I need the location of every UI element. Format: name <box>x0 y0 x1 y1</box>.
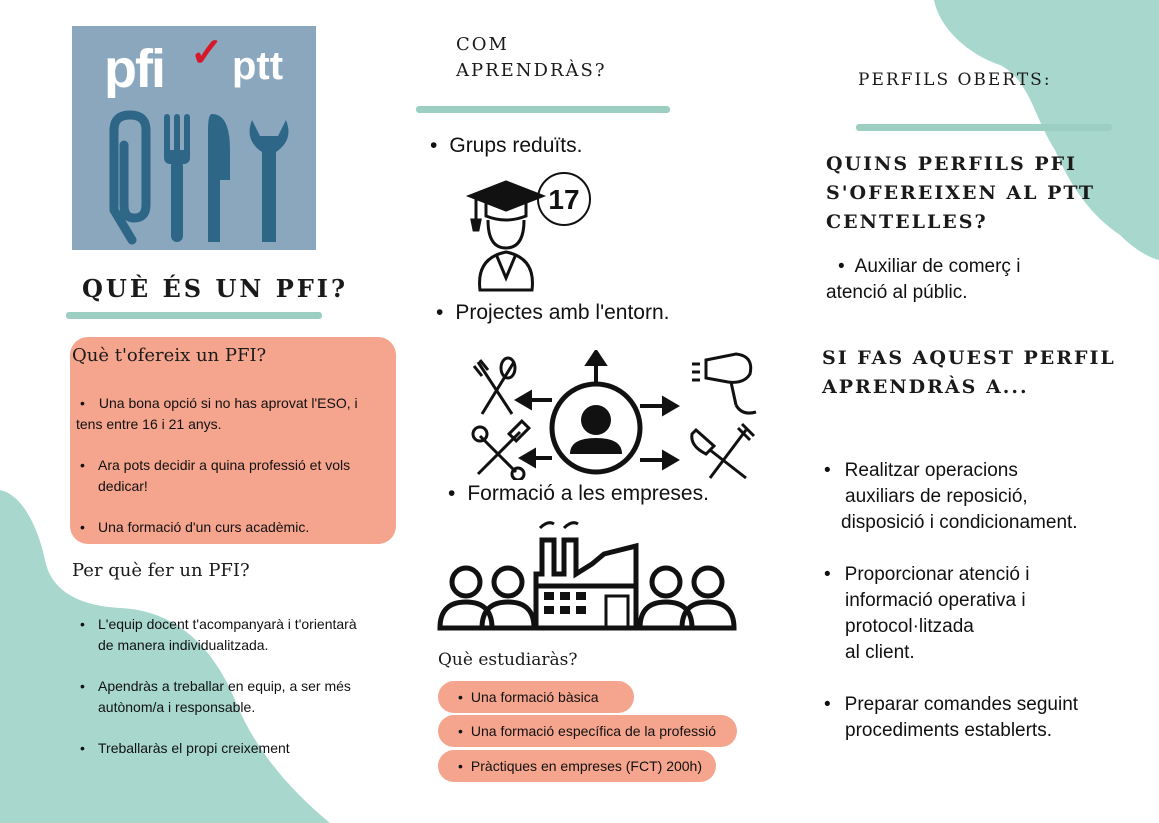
offer-item-2-text: • Ara pots decidir a quina professió et vols dedicar! <box>76 455 392 497</box>
col2-bullet-1: • Grups reduïts. <box>430 134 583 157</box>
learn-item-1: • Realitzar operacions auxiliars de reposició, disposició i condicionament. <box>824 460 1078 533</box>
why-item: • Treballaràs el propi creixement <box>76 738 376 759</box>
col2-title-line1: COM <box>456 34 509 55</box>
why-item: • L'equip docent t'acompanyarà i t'orientarà de manera individualitzada. <box>76 614 376 656</box>
tools-icon <box>102 110 302 245</box>
study-item: • Una formació bàsica <box>438 681 634 713</box>
why-heading: Per què fer un PFI? <box>72 560 250 581</box>
col2-bullet-2: • Projectes amb l'entorn. <box>436 301 670 324</box>
col1-title: QUÈ ÉS UN PFI? <box>82 274 349 303</box>
profile-item: • Auxiliar de comerç i atenció al públic. <box>826 254 1020 306</box>
fork-icon <box>164 114 190 242</box>
study-item: • Pràctiques en empreses (FCT) 200h) <box>438 750 716 782</box>
study-item: • Una formació específica de la professió <box>438 715 737 747</box>
col3-title: PERFILS OBERTS: <box>858 70 1052 90</box>
learn-item-3: • Preparar comandes seguint procediments establerts. <box>824 694 1079 741</box>
profile-line-2: atenció al públic. <box>826 282 968 303</box>
gardening-tools-icon <box>692 424 754 478</box>
logo-pfi-text: pfi <box>104 39 164 99</box>
screwdriver-wrench-icon <box>473 421 529 480</box>
logo <box>72 26 316 250</box>
col3-question-line: QUINS PERFILS PFI <box>826 153 1078 175</box>
offer-item-1: • Una bona opció si no has aprovat l'ESO, i tens entre 16 i 21 anys. <box>76 395 358 432</box>
col3-learn-line: APRENDRÀS A... <box>822 376 1029 398</box>
col3-question-line: CENTELLES? <box>826 211 988 233</box>
col2-title-line2: APRENDRÀS? <box>456 60 607 81</box>
badge-number: 17 <box>548 184 580 215</box>
hairdryer-icon <box>692 354 756 413</box>
why-item: • Apendràs a treballar en equip, a ser més autònom/a i responsable. <box>76 676 376 718</box>
col2-bullet-1-text: Grups reduïts. <box>449 134 583 157</box>
col2-bullet-3: • Formació a les empreses. <box>448 482 709 505</box>
graduate-icon <box>462 168 602 294</box>
col3-learn-heading <box>822 344 1116 402</box>
logo-ptt-text: ptt <box>232 44 284 88</box>
offer-item-3 <box>76 517 392 538</box>
offer-heading: Què t'ofereix un PFI? <box>72 345 267 366</box>
col2-title-underline <box>416 106 670 113</box>
paperclip-icon <box>114 115 146 240</box>
col2-bullet-3-text: Formació a les empreses. <box>467 482 709 505</box>
col2-bullet-2-text: Projectes amb l'entorn. <box>455 301 670 324</box>
wrench-icon <box>250 120 289 242</box>
col3-question-line: S'OFEREIXEN AL PTT <box>826 182 1096 204</box>
offer-item-1-text: Una bona opció si no has aprovat l'ESO, i tens entre 16 i 21 anys. <box>76 395 358 432</box>
logo-check-icon: ✓ <box>190 31 224 75</box>
col3-title-underline <box>856 124 1112 131</box>
learn-item-2: • Proporcionar atenció i informació operativa i protocol·litzada al client. <box>824 564 1030 663</box>
profile-line-1: Auxiliar de comerç i <box>854 256 1021 277</box>
person-network-icon <box>466 350 766 480</box>
col3-question <box>826 150 1095 237</box>
study-heading: Què estudiaràs? <box>438 650 578 670</box>
offer-item-2 <box>76 455 392 497</box>
fork-spoon-icon <box>474 358 515 414</box>
offer-box <box>70 337 396 544</box>
why-list <box>76 614 376 759</box>
factory-icon <box>436 520 738 632</box>
col1-title-underline <box>66 312 322 319</box>
offer-item-3-text: • Una formació d'un curs acadèmic. <box>76 517 392 538</box>
knife-icon <box>208 114 230 242</box>
col3-learn-line: SI FAS AQUEST PERFIL <box>822 347 1116 369</box>
